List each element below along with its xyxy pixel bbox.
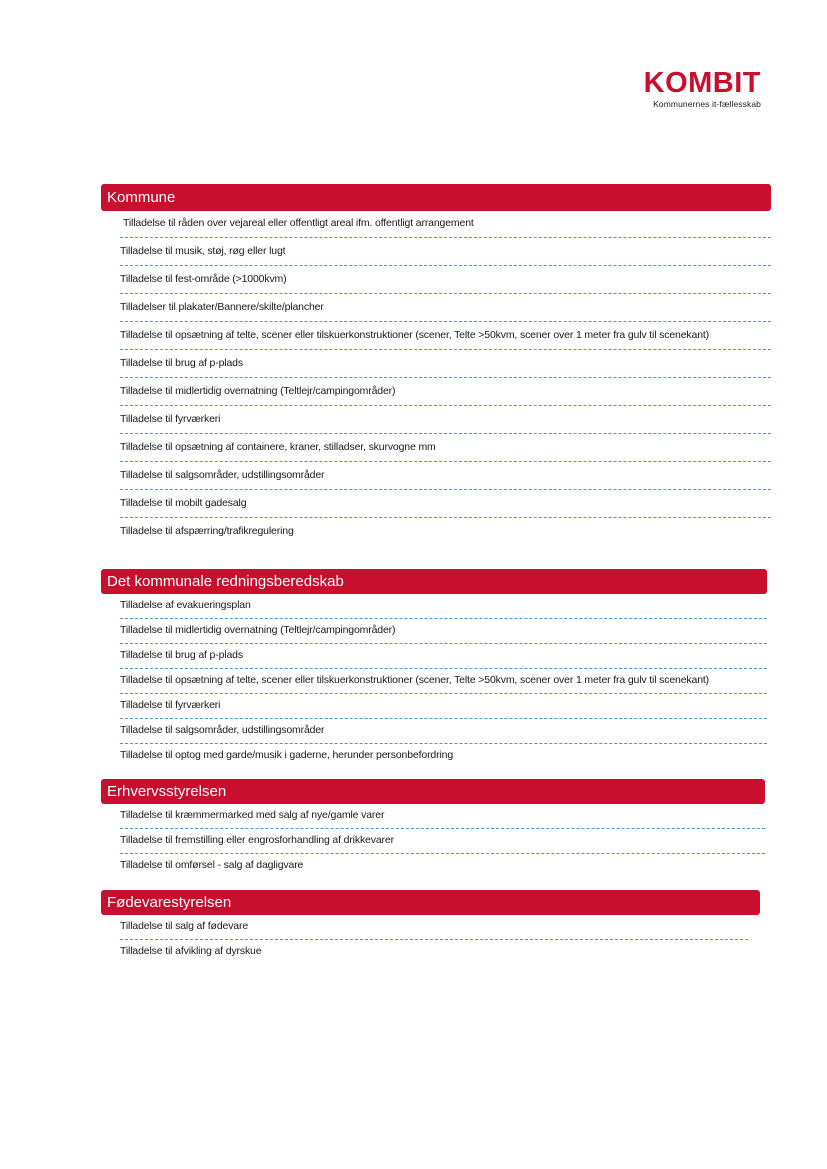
section-redningsberedskab [101,569,767,768]
permit-item: Tilladelse til midlertidig overnatning (Teltlejr/campingområder) [120,619,767,644]
permit-item: Tilladelse til opsætning af telte, scener eller tilskuerkonstruktioner (scener, Telte >50kvm, scener over 1 meter fra gulv til scenekant) [120,322,771,350]
permit-item: Tilladelse til salgsområder, udstillingsområder [120,462,771,490]
permit-list [101,594,767,768]
permit-item: Tilladelse til afvikling af dyrskue [120,945,262,957]
section-header: Erhvervsstyrelsen [101,779,765,804]
section-erhvervsstyrelsen [101,779,765,878]
permit-item: Tilladelse til brug af p-plads [120,350,771,378]
permit-list [101,804,765,878]
permit-item: Tilladelse til fyrværkeri [120,694,767,719]
permit-item: Tilladelse til fest-område (>1000kvm) [120,266,771,294]
permit-item: Tilladelse til musik, støj, røg eller lugt [120,238,771,266]
permit-item: Tilladelse til kræmmermarked med salg af nye/gamle varer [120,804,765,829]
permit-item: Tilladelse til salgsområder, udstillingsområder [120,719,767,744]
permit-item: Tilladelse til omførsel - salg af dagligvare [120,859,304,871]
permit-item: Tilladelse til råden over vejareal eller offentligt areal ifm. offentligt arrangement [120,211,771,238]
section-foedevarestyrelsen [101,890,760,964]
logo-wordmark: KOMBIT [643,67,761,99]
permit-item: Tilladelse af evakueringsplan [120,594,767,619]
logo-subtitle: Kommunernes it-fællesskab [653,99,761,109]
kombit-logo [644,68,761,109]
permit-list [101,915,760,964]
permit-item: Tilladelse til midlertidig overnatning (Teltlejr/campingområder) [120,378,771,406]
permit-list [101,211,771,545]
permit-item: Tilladelse til afspærring/trafikregulering [120,525,294,537]
permit-item: Tilladelse til opsætning af telte, scener eller tilskuerkonstruktioner (scener, Telte >50kvm, scener over 1 meter fra gulv til scenekant) [120,669,767,694]
permit-item: Tilladelse til brug af p-plads [120,644,767,669]
section-kommune [101,184,771,545]
permit-item: Tilladelse til opsætning af containere, kraner, stilladser, skurvogne mm [120,434,771,462]
permit-item: Tilladelse til mobilt gadesalg [120,490,771,518]
section-header: Det kommunale redningsberedskab [101,569,767,594]
permit-item: Tilladelse til fyrværkeri [120,406,771,434]
permit-item: Tilladelse til salg af fødevare [120,915,748,940]
section-header: Kommune [101,184,771,211]
permit-item: Tilladelse til fremstilling eller engrosforhandling af drikkevarer [120,829,765,854]
permit-item: Tilladelser til plakater/Bannere/skilte/plancher [120,294,771,322]
permit-item: Tilladelse til optog med garde/musik i gaderne, herunder personbefordring [120,749,454,761]
section-header: Fødevarestyrelsen [101,890,760,915]
